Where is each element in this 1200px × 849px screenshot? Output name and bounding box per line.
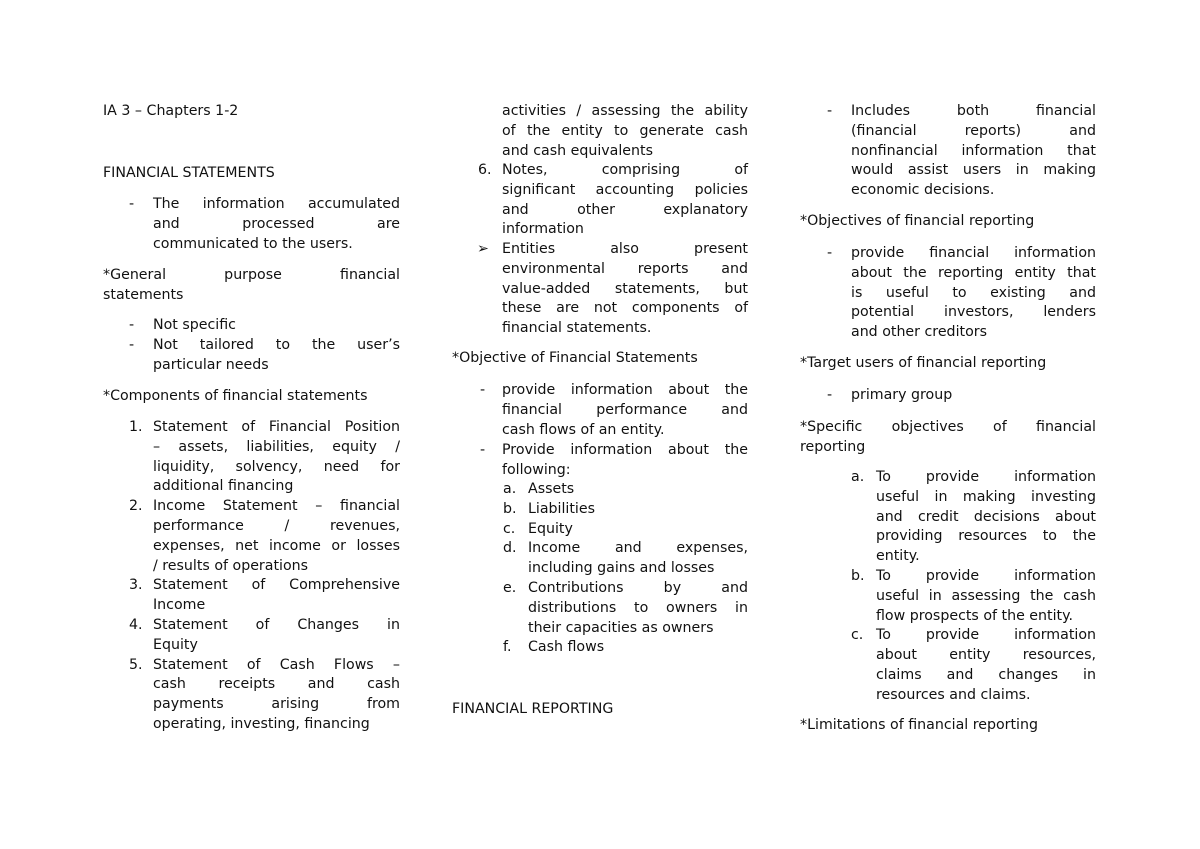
bullet-text: cash flows of an entity. <box>502 421 665 438</box>
list-number: 5. <box>129 656 143 673</box>
dash-bullet: - <box>480 442 486 458</box>
lettered-item-text: and credit decisions about <box>876 508 1096 525</box>
section-heading-financial-reporting: FINANCIAL REPORTING <box>452 701 614 717</box>
bullet-text: provide information about the <box>502 382 748 398</box>
numbered-item-text: information <box>502 221 584 238</box>
bullet-text: Provide information about the <box>502 442 748 458</box>
list-number: 3. <box>129 577 143 594</box>
lettered-item-text: Liabilities <box>528 500 595 517</box>
numbered-item-text: and cash equivalents <box>502 142 653 159</box>
bullet-text: primary group <box>851 387 953 403</box>
subheading-general-purpose: statements <box>103 286 184 303</box>
list-letter: e. <box>503 580 517 596</box>
bullet-text: financial performance and <box>502 401 748 418</box>
bullet-text: (financial reports) and <box>851 122 1096 139</box>
list-letter: c. <box>503 520 516 537</box>
lettered-item-text: useful in assessing the cash <box>876 587 1096 604</box>
numbered-item-text: / results of operations <box>153 557 309 574</box>
subheading-objective-fs: *Objective of Financial Statements <box>452 350 698 366</box>
numbered-item-text: Equity <box>153 636 198 653</box>
bullet-text: following: <box>502 461 571 478</box>
numbered-item-text: additional financing <box>153 478 294 495</box>
lettered-item-text: useful in making investing <box>876 488 1096 505</box>
lettered-item-text: To provide information <box>876 627 1096 644</box>
dash-bullet: - <box>129 196 135 212</box>
subheading-general-purpose: *General purpose financial <box>103 267 400 283</box>
lettered-item-text: Cash flows <box>528 639 605 656</box>
list-number: 2. <box>129 498 143 515</box>
lettered-item-text: Equity <box>528 520 573 537</box>
lettered-item-text: entity. <box>876 548 920 565</box>
arrow-bullet-text: these are not components of <box>502 300 748 317</box>
list-number: 6. <box>478 162 492 178</box>
numbered-item-text: performance / revenues, <box>153 518 400 534</box>
lettered-item-text: about entity resources, <box>876 647 1096 664</box>
list-letter: b. <box>851 568 865 584</box>
numbered-item-text: Income <box>153 597 206 614</box>
bullet-text: The information accumulated <box>153 196 400 212</box>
dash-bullet: - <box>827 245 833 261</box>
numbered-item-text: liquidity, solvency, need for <box>153 458 400 475</box>
dash-bullet: - <box>129 337 135 353</box>
list-letter: a. <box>503 481 517 497</box>
numbered-item-text: expenses, net income or losses <box>153 537 400 554</box>
arrow-bullet-text: financial statements. <box>502 320 652 337</box>
bullet-text: provide financial information <box>851 245 1096 261</box>
bullet-text: Not specific <box>153 317 236 333</box>
numbered-item-text: Statement of Comprehensive <box>153 577 400 594</box>
arrow-bullet-text: Entities also present <box>502 241 748 257</box>
subheading-components: *Components of financial statements <box>103 388 368 404</box>
list-letter: f. <box>503 639 512 656</box>
list-number: 1. <box>129 419 143 435</box>
lettered-item-text: Income and expenses, <box>528 540 748 557</box>
bullet-text: potential investors, lenders <box>851 304 1096 321</box>
lettered-item-text: Contributions by and <box>528 580 748 596</box>
numbered-item-text: Notes, comprising of <box>502 162 748 178</box>
lettered-item-text: claims and changes in <box>876 667 1096 683</box>
section-heading-financial-statements: FINANCIAL STATEMENTS <box>103 165 275 181</box>
bullet-text: Not tailored to the user’s <box>153 337 400 353</box>
numbered-item-text: payments arising from <box>153 696 400 713</box>
dash-bullet: - <box>480 382 486 398</box>
numbered-item-text: Statement of Changes in <box>153 617 400 633</box>
subheading-objectives-fr: *Objectives of financial reporting <box>800 213 1035 229</box>
subheading-limitations: *Limitations of financial reporting <box>800 717 1038 733</box>
lettered-item-text: flow prospects of the entity. <box>876 607 1073 624</box>
numbered-item-text: significant accounting policies <box>502 181 748 198</box>
numbered-item-text: activities / assessing the ability <box>502 103 748 119</box>
bullet-text: about the reporting entity that <box>851 264 1096 281</box>
lettered-item-text: distributions to owners in <box>528 599 748 616</box>
bullet-text: nonfinancial information that <box>851 142 1096 159</box>
bullet-text: economic decisions. <box>851 182 995 199</box>
subheading-specific-objectives: *Specific objectives of financial <box>800 419 1096 435</box>
lettered-item-text: providing resources to the <box>876 528 1096 545</box>
list-letter: d. <box>503 540 517 557</box>
arrow-bullet-text: environmental reports and <box>502 260 748 277</box>
bullet-text: Includes both financial <box>851 103 1096 119</box>
lettered-item-text: Assets <box>528 481 575 497</box>
arrow-bullet-icon: ➢ <box>477 241 489 257</box>
subheading-target-users: *Target users of financial reporting <box>800 355 1047 371</box>
numbered-item-text: of the entity to generate cash <box>502 122 748 139</box>
lettered-item-text: including gains and losses <box>528 560 715 577</box>
list-letter: c. <box>851 627 864 644</box>
bullet-text: would assist users in making <box>851 162 1096 179</box>
document-title: IA 3 – Chapters 1-2 <box>103 103 239 119</box>
bullet-text: and processed are <box>153 215 400 232</box>
arrow-bullet-text: value-added statements, but <box>502 280 748 297</box>
numbered-item-text: Statement of Cash Flows – <box>153 656 400 673</box>
list-number: 4. <box>129 617 143 633</box>
dash-bullet: - <box>827 103 833 119</box>
numbered-item-text: and other explanatory <box>502 201 748 218</box>
lettered-item-text: resources and claims. <box>876 686 1031 703</box>
numbered-item-text: cash receipts and cash <box>153 676 400 693</box>
bullet-text: is useful to existing and <box>851 284 1096 301</box>
numbered-item-text: Statement of Financial Position <box>153 419 400 435</box>
dash-bullet: - <box>129 317 135 333</box>
bullet-text: particular needs <box>153 356 269 373</box>
bullet-text: communicated to the users. <box>153 235 353 252</box>
list-letter: b. <box>503 500 517 517</box>
numbered-item-text: Income Statement – financial <box>153 498 400 515</box>
numbered-item-text: – assets, liabilities, equity / <box>153 438 400 455</box>
lettered-item-text: To provide information <box>876 568 1096 584</box>
subheading-specific-objectives: reporting <box>800 438 866 455</box>
dash-bullet: - <box>827 387 833 403</box>
lettered-item-text: their capacities as owners <box>528 619 714 636</box>
numbered-item-text: operating, investing, financing <box>153 716 370 732</box>
list-letter: a. <box>851 469 865 485</box>
bullet-text: and other creditors <box>851 324 987 341</box>
lettered-item-text: To provide information <box>876 469 1096 485</box>
